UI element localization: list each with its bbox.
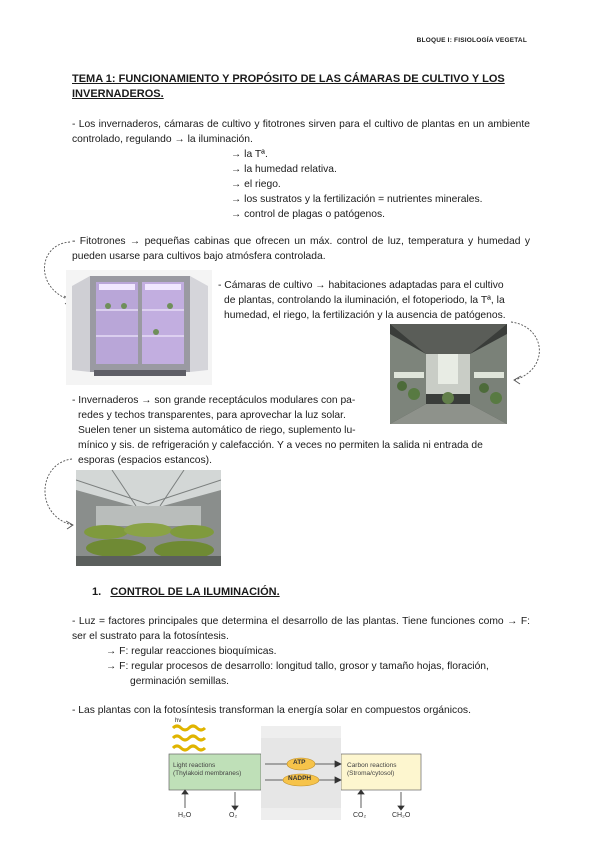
section-number: 1.: [92, 586, 102, 598]
o2-label: O₂: [229, 812, 238, 819]
light-wave-icon: [173, 726, 205, 750]
light-reactions-label: [173, 762, 259, 778]
connector-arrow-icon: [505, 318, 555, 388]
photosynthesis-diagram: [165, 718, 425, 826]
list-item: → F: regular reacciones bioquímicas.: [106, 646, 277, 657]
intro-paragraph: - Los invernaderos, cámaras de cultivo y fitotrones sirven para el cultivo de plantas en un ambiente controlado, regulando → la iluminación.: [72, 119, 530, 145]
text-line: esporas (espacios estancos).: [78, 455, 212, 466]
list-item: → el riego.: [231, 179, 281, 190]
text-line: redes y techos transparentes, para aprovechar la luz solar.: [78, 410, 346, 421]
list-item: germinación semillas.: [130, 676, 230, 687]
text-line: de plantas, controlando la iluminación, el fotoperiodo, la Tª, la: [224, 295, 505, 306]
page-header: BLOQUE I: FISIOLOGÍA VEGETAL: [416, 37, 527, 44]
text-line: - Invernaderos → son grande receptáculos modulares con pa-: [72, 395, 356, 406]
box-line: Light reactions: [173, 762, 216, 769]
fitotron-photo: [66, 270, 212, 385]
invernadero-photo: [76, 470, 221, 566]
light-label: hν: [175, 718, 182, 724]
box-line: Carbon reactions: [347, 762, 397, 769]
box-line: (Thylakoid membranes): [173, 770, 242, 777]
camaras-paragraph: [218, 278, 530, 323]
text-line: - Cámaras de cultivo → habitaciones adaptadas para el cultivo: [218, 280, 504, 291]
invernaderos-paragraph: [72, 393, 530, 468]
atp-label: ATP: [293, 759, 306, 766]
luz-funciones-list: [106, 644, 489, 689]
box-line: (Stroma/cytosol): [347, 770, 395, 777]
list-item: → los sustratos y la fertilización = nutrientes minerales.: [231, 194, 483, 205]
text-line: humedad, el riego, la fertilización y la ausencia de patógenos.: [224, 310, 506, 321]
h2o-label: H₂O: [178, 812, 192, 819]
list-item: → F: regular procesos de desarrollo: longitud tallo, grosor y tamaño hojas, floración,: [106, 661, 489, 672]
list-item: → la Tª.: [231, 149, 268, 160]
carbon-reactions-label: [347, 762, 419, 778]
co2-label: CO₂: [353, 812, 367, 819]
section-title: CONTROL DE LA ILUMINACIÓN.: [110, 586, 280, 598]
list-item: → la humedad relativa.: [231, 164, 337, 175]
ch2o-label: CH₂O: [392, 812, 411, 819]
regula-list: [231, 147, 483, 222]
text-line: Suelen tener un sistema automático de riego, suplemento lu-: [78, 425, 356, 436]
fotosintesis-paragraph: - Las plantas con la fotosíntesis transforman la energía solar en compuestos orgánicos.: [72, 705, 471, 716]
page-title: TEMA 1: FUNCIONAMIENTO Y PROPÓSITO DE LAS CÁMARAS DE CULTIVO Y LOS INVERNADEROS.: [72, 73, 505, 100]
nadph-label: NADPH: [288, 775, 312, 782]
text-line: mínico y sis. de refrigeración y calefacción. Y a veces no permiten la salida ni entrada de: [78, 440, 483, 451]
fitotrones-paragraph: - Fitotrones → pequeñas cabinas que ofrecen un máx. control de luz, temperatura y humedad y pueden usarse para cultivos bajo atmósfera controlada.: [72, 236, 530, 262]
list-item: → control de plagas o patógenos.: [231, 209, 385, 220]
section-heading: [92, 586, 280, 598]
luz-paragraph: - Luz = factores principales que determina el desarrollo de las plantas. Tiene funciones como → F: ser el sustrato para la fotosíntesis.: [72, 616, 530, 642]
